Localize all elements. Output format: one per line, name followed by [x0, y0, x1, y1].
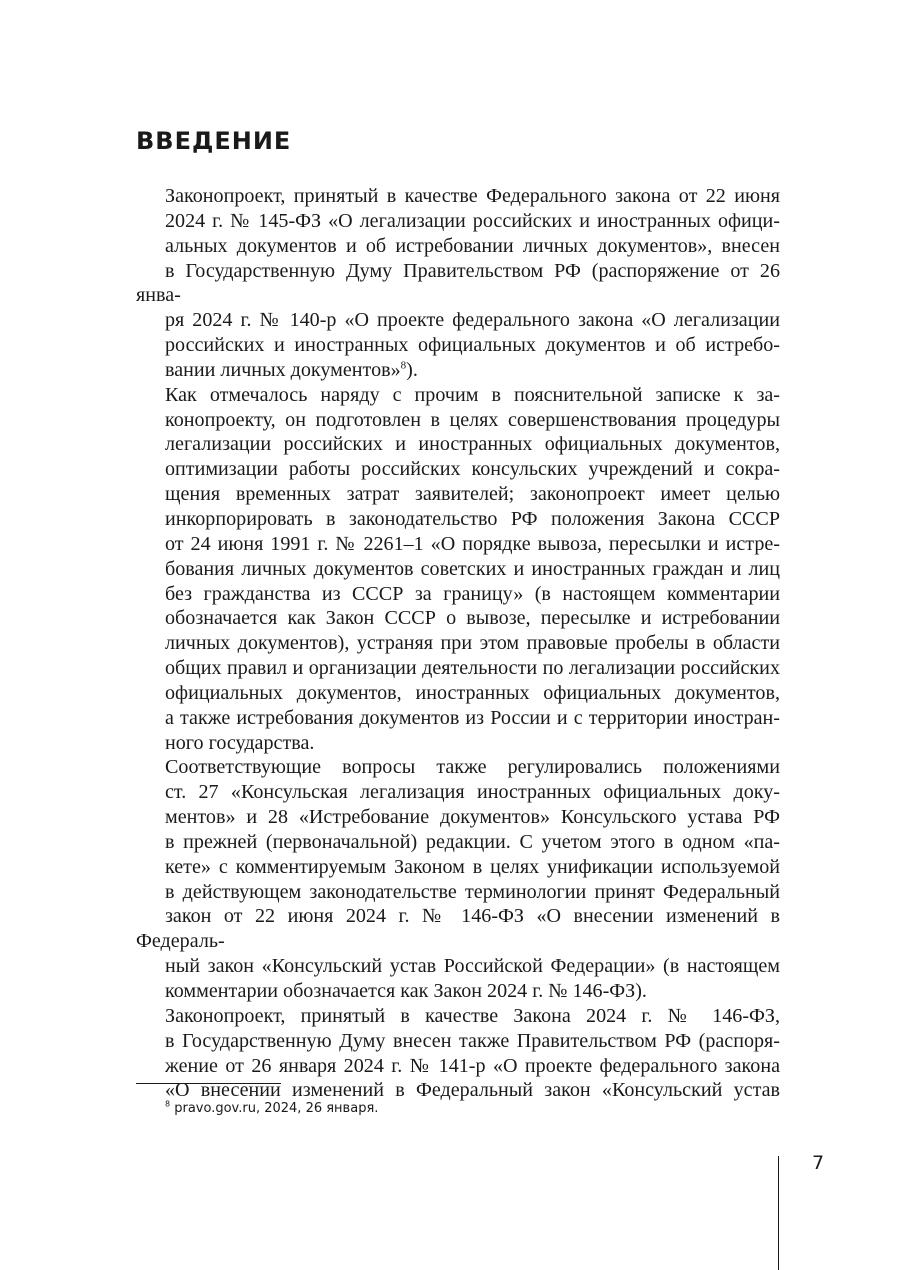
text-line: оптимизации работы российских консульских учреждений и сокра-	[165, 458, 780, 481]
text-line: ря 2024 г. № 140-р «О проекте федерального закона «О легализации	[165, 309, 780, 332]
text-line: инкорпорировать в законодательство РФ положения Закона СССР	[165, 507, 780, 530]
text-line: Соответствующие вопросы также регулировались положениями	[165, 756, 780, 779]
footnote-divider	[136, 1083, 281, 1084]
text-line: без гражданства из СССР за границу» (в настоящем комментарии	[165, 582, 780, 605]
footnote	[165, 1100, 378, 1118]
text-line: Законопроект, принятый в качестве Закона 2024 г. № 146-ФЗ,	[165, 1004, 780, 1027]
text-line: Законопроект, принятый в качестве Федерального закона от 22 июня	[165, 185, 780, 207]
footnote-text: pravo.gov.ru, 2024, 26 января.	[174, 1101, 379, 1116]
text-line: в Государственную Думу внесен также Правительством РФ (распоря-	[165, 1029, 780, 1052]
text-line: в прежней (первоначальной) редакции. С учетом этого в одном «па-	[165, 830, 780, 853]
paragraph-1	[136, 184, 780, 383]
text-line: легализации российских и иностранных официальных документов,	[165, 433, 780, 456]
text-line: Как отмечалось наряду с прочим в пояснительной записке к за-	[165, 383, 780, 406]
text-line: альных документов и об истребовании личных документов», внесен	[165, 234, 780, 257]
chapter-heading: ВВЕДЕНИЕ	[136, 127, 292, 155]
text-line: закон от 22 июня 2024 г. № 146-ФЗ «О внесении изменений в Федераль-	[136, 905, 780, 953]
text-line: конопроекту, он подготовлен в целях совершенствования процедуры	[165, 408, 780, 431]
text-line: ного государства.	[165, 731, 315, 754]
text-line	[136, 358, 780, 383]
footnote-number: 8	[165, 1099, 171, 1109]
paragraph-2	[136, 383, 780, 756]
text-line: в Государственную Думу Правительством РФ (распоряжение от 26 янва-	[136, 259, 780, 307]
text-line-fragment: ).	[406, 358, 418, 381]
text-line: 2024 г. № 145-ФЗ «О легализации российских и иностранных офици-	[165, 209, 780, 232]
text-line: ст. 27 «Консульская легализация иностранных официальных доку-	[165, 781, 780, 804]
paragraph-4	[136, 1004, 780, 1103]
text-line: щения временных затрат заявителей; законопроект имеет целью	[165, 483, 780, 506]
text-line: личных документов), устраняя при этом правовые пробелы в области	[165, 632, 780, 655]
text-line: ный закон «Консульский устав Российской Федерации» (в настоящем	[165, 955, 780, 978]
page-number-rule	[778, 1156, 779, 1270]
text-line: ментов» и 28 «Истребование документов» Консульского устава РФ	[165, 806, 780, 829]
footnote-reference[interactable]: 8	[400, 359, 407, 372]
text-line: кете» с комментируемым Законом в целях унификации используемой	[165, 855, 780, 878]
text-line-fragment: вании личных документов»	[165, 358, 401, 381]
text-line: общих правил и организации деятельности по легализации российских	[165, 657, 780, 680]
paragraph-3	[136, 755, 780, 1003]
text-line: официальных документов, иностранных официальных документов,	[165, 681, 780, 704]
text-line: а также истребования документов из России и с территории иностран-	[165, 706, 780, 729]
text-line: обозначается как Закон СССР о вывозе, пересылке и истребовании	[165, 607, 780, 630]
text-line: бования личных документов советских и иностранных граждан и лиц	[165, 557, 780, 580]
text-line: в действующем законодательстве терминологии принят Федеральный	[165, 880, 780, 903]
text-line: от 24 июня 1991 г. № 2261–1 «О порядке вывоза, пересылки и истре-	[165, 532, 780, 555]
body-text	[136, 184, 780, 1103]
text-line: жение от 26 января 2024 г. № 141-р «О проекте федерального закона	[165, 1054, 780, 1077]
text-line: комментарии обозначается как Закон 2024 г. № 146-ФЗ).	[165, 980, 647, 1002]
text-line: «О внесении изменений в Федеральный закон «Консульский устав	[165, 1079, 780, 1102]
text-line: российских и иностранных официальных документов и об истребо-	[165, 334, 780, 357]
page-number: 7	[812, 1152, 825, 1174]
